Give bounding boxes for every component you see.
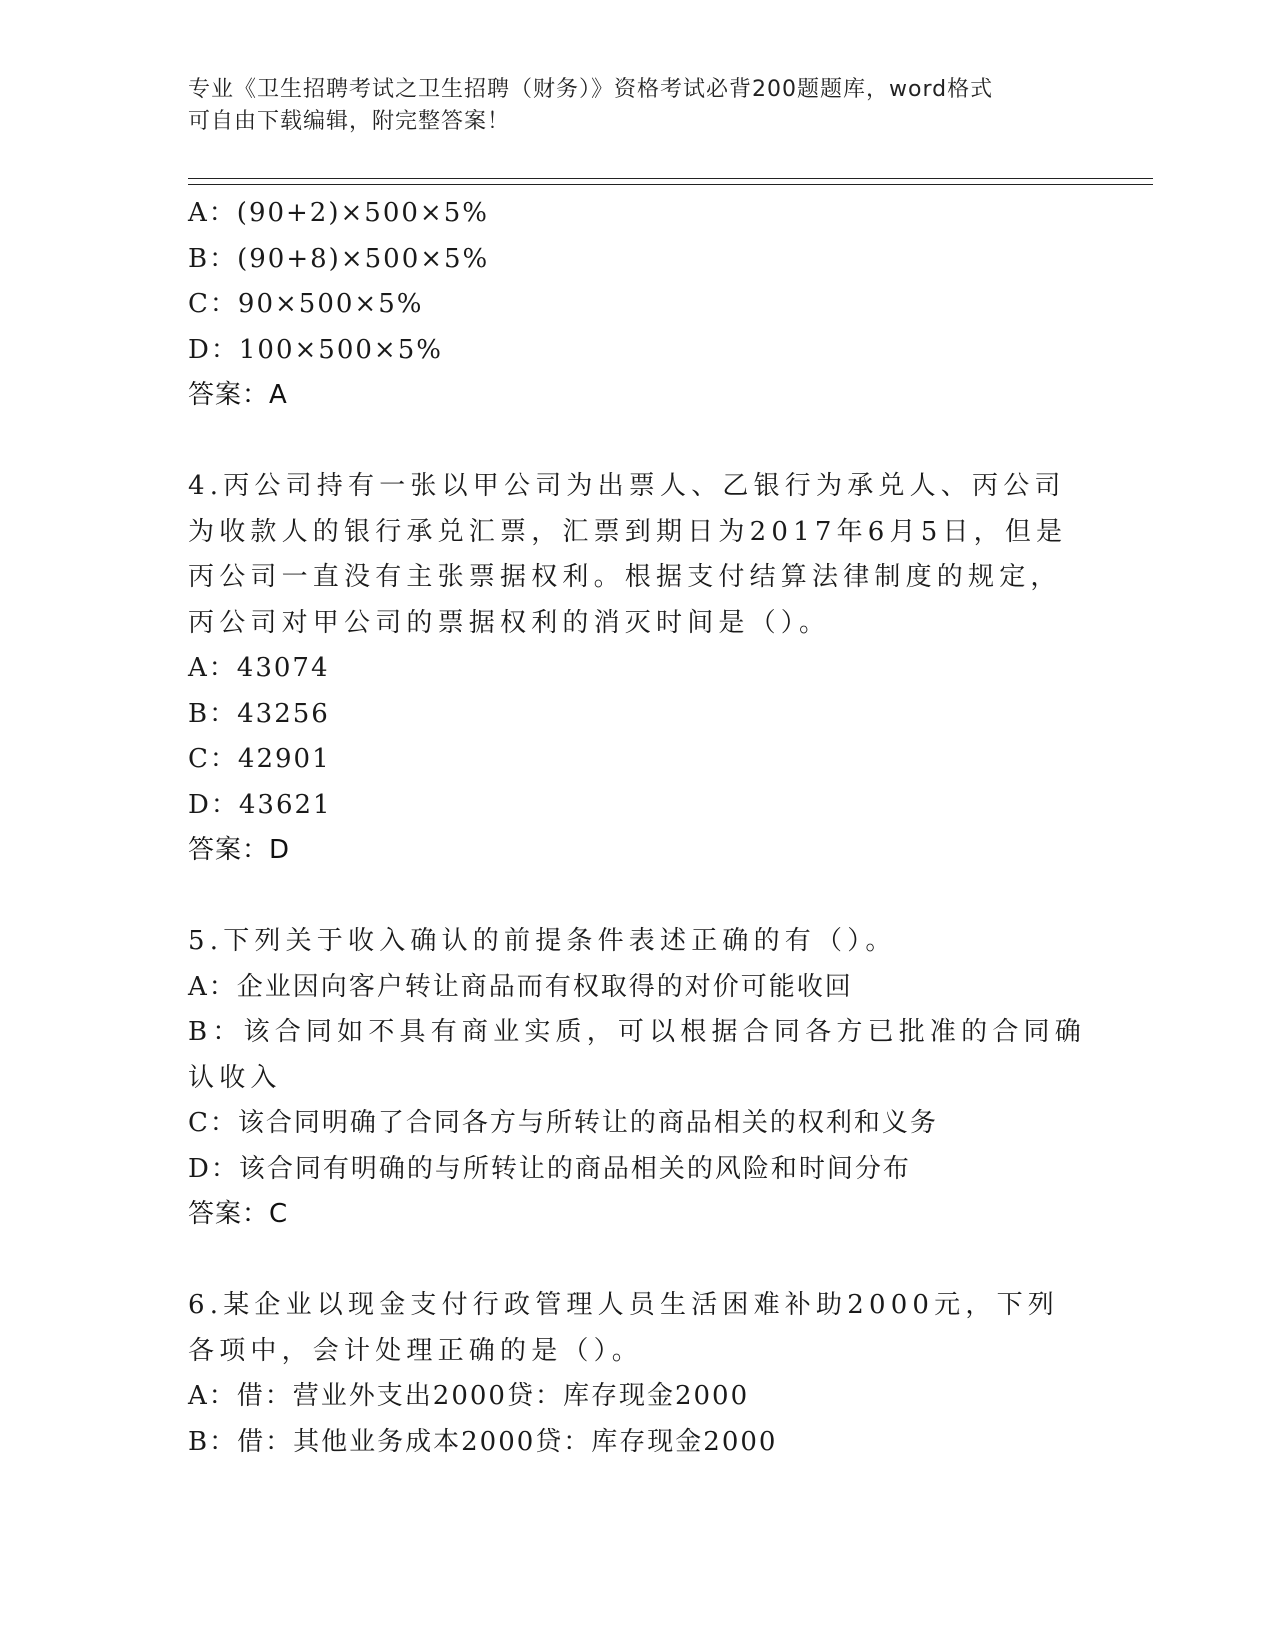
spacer	[188, 874, 1088, 920]
option-a	[188, 1374, 1088, 1420]
option-separator: ：	[208, 971, 237, 1002]
option-c	[188, 737, 1088, 783]
option-letter: A	[188, 971, 209, 1002]
question-4	[188, 464, 1088, 874]
answer-line: 答案：A	[188, 380, 288, 410]
option-d	[188, 1147, 1088, 1193]
option-letter: C	[188, 289, 210, 319]
option-letter: D	[188, 334, 211, 365]
option-separator: ：	[210, 789, 239, 820]
option-c	[188, 1101, 1088, 1147]
option-b	[188, 237, 1088, 283]
option-text: 43256	[237, 698, 330, 729]
option-letter: C	[188, 1108, 210, 1138]
option-b	[188, 692, 1088, 738]
answer-line: 答案：C	[188, 1199, 289, 1229]
option-letter: A	[188, 1381, 209, 1411]
question-stem: 4.丙公司持有一张以甲公司为出票人、乙银行为承兑人、丙公司为收款人的银行承兑汇票，汇票到期日为2017年6月5日，但是丙公司一直没有主张票据权利。根据支付结算法律制度的规定，丙公司对甲公司的票据权利的消灭时间是（）。	[188, 471, 1068, 638]
option-text: 90×500×5%	[237, 289, 424, 319]
header-line-1: 专业《卫生招聘考试之卫生招聘（财务）》资格考试必背200题题库，word格式	[188, 77, 994, 102]
option-text: 借：营业外支出2000贷：库存现金2000	[236, 1381, 750, 1411]
option-c	[188, 282, 1088, 328]
option-separator: ：	[209, 1426, 238, 1457]
spacer	[188, 419, 1088, 465]
spacer	[188, 1238, 1088, 1284]
option-separator: ：	[209, 744, 238, 774]
option-letter: B	[188, 243, 210, 274]
option-separator: ：	[209, 289, 238, 319]
option-separator: ：	[209, 698, 238, 729]
option-letter: B	[188, 698, 210, 729]
option-separator: ：	[209, 1108, 238, 1138]
option-separator: ：	[208, 653, 237, 683]
option-separator: ：	[209, 243, 238, 274]
option-text: (90+8)×500×5%	[237, 243, 490, 274]
question-stem: 6.某企业以现金支付行政管理人员生活困难补助2000元，下列各项中，会计处理正确的是（）。	[188, 1290, 1059, 1366]
question-stem: 5.下列关于收入确认的前提条件表述正确的有（）。	[188, 926, 897, 956]
header-double-rule	[188, 178, 1153, 185]
option-letter: A	[188, 198, 209, 228]
option-separator: ：	[212, 1017, 244, 1047]
option-a	[188, 965, 1088, 1011]
option-text: 43621	[238, 789, 332, 820]
option-letter: B	[188, 1017, 213, 1047]
question-6	[188, 1283, 1088, 1465]
header-line-2: 可自由下载编辑，附完整答案！	[188, 109, 511, 134]
option-b	[188, 1010, 1088, 1101]
answer-line: 答案：D	[188, 835, 291, 865]
option-text: 企业因向客户转让商品而有权取得的对价可能收回	[236, 971, 853, 1002]
option-separator: ：	[210, 1153, 239, 1184]
option-d	[188, 328, 1088, 374]
option-separator: ：	[208, 1381, 237, 1411]
question-5	[188, 919, 1088, 1238]
question-3	[188, 191, 1088, 419]
option-letter: B	[188, 1426, 210, 1457]
option-separator: ：	[210, 334, 239, 365]
option-letter: D	[188, 1153, 211, 1184]
option-letter: A	[188, 653, 209, 683]
option-text: 43074	[236, 653, 330, 683]
option-text: 100×500×5%	[238, 334, 443, 365]
document-header	[188, 74, 1088, 138]
option-letter: C	[188, 744, 210, 774]
option-a	[188, 646, 1088, 692]
option-letter: D	[188, 789, 211, 820]
option-text: 该合同有明确的与所转让的商品相关的风险和时间分布	[238, 1153, 911, 1184]
option-d	[188, 783, 1088, 829]
option-text: 该合同如不具有商业实质，可以根据合同各方已批准的合同确认收入	[188, 1017, 1086, 1093]
option-text: (90+2)×500×5%	[236, 198, 489, 228]
option-separator: ：	[208, 198, 237, 228]
option-b	[188, 1420, 1088, 1466]
question-list	[188, 191, 1088, 1465]
option-a	[188, 191, 1088, 237]
option-text: 42901	[237, 744, 331, 774]
option-text: 该合同明确了合同各方与所转让的商品相关的权利和义务	[237, 1108, 938, 1138]
option-text: 借：其他业务成本2000贷：库存现金2000	[237, 1426, 778, 1457]
